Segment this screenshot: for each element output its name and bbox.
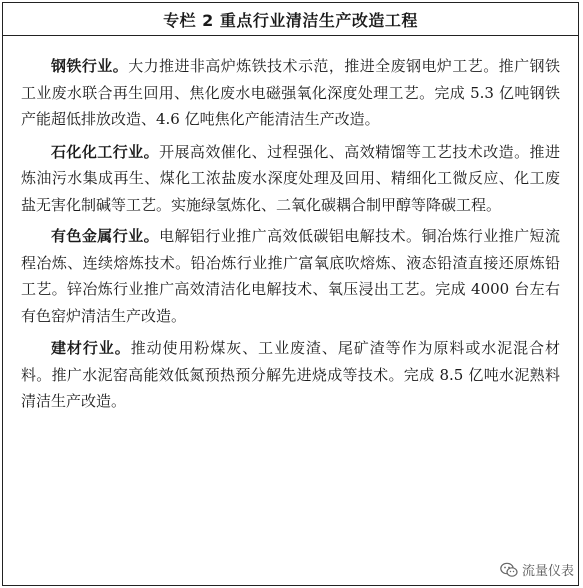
section-body: 大力推进非高炉炼铁技术示范，推进全废钢电炉工艺。推广钢铁工业废水联合再生回用、焦化废水电磁强氧化深度处理工艺。完成 5.3 亿吨钢铁产能超低排放改造、4.6 亿吨焦化产能清洁生产改造。 [21,57,560,128]
section-petrochemical [21,139,560,219]
watermark-text: 流量仪表 [521,564,574,579]
section-heading: 钢铁行业。 [51,57,129,75]
section-building-materials [21,335,560,415]
watermark [497,559,577,580]
section-steel [21,53,560,133]
section-heading: 石化化工行业。 [51,142,160,161]
section-body: 开展高效催化、过程强化、高效精馏等工艺技术改造。推进炼油污水集成再生、煤化工浓盐废水深度处理及回用、精细化工微反应、化工废盐无害化制碱等工艺。实施绿氢炼化、二氧化碳耦合制甲醇等降碳工程。 [21,142,560,214]
column-title: 专栏 2 重点行业清洁生产改造工程 [3,3,578,36]
column-content [21,53,560,421]
section-heading: 有色金属行业。 [51,227,160,245]
column-box [2,2,579,586]
section-body: 电解铝行业推广高效低碳铝电解技术。铜冶炼行业推广短流程冶炼、连续熔炼技术。铅冶炼行业推广富氧底吹熔炼、液态铅渣直接还原炼铅工艺。锌冶炼行业推广高效清洁化电解技术、氧压浸出工艺。完成 4000 台左右有色窑炉清洁生产改造。 [21,227,560,325]
section-nonferrous [21,223,560,329]
section-heading: 建材行业。 [51,339,131,357]
wechat-icon [500,562,518,578]
section-body: 推动使用粉煤灰、工业废渣、尾矿渣等作为原料或水泥混合材料。推广水泥窑高能效低氮预热预分解先进烧成等技术。完成 8.5 亿吨水泥熟料清洁生产改造。 [21,339,560,410]
